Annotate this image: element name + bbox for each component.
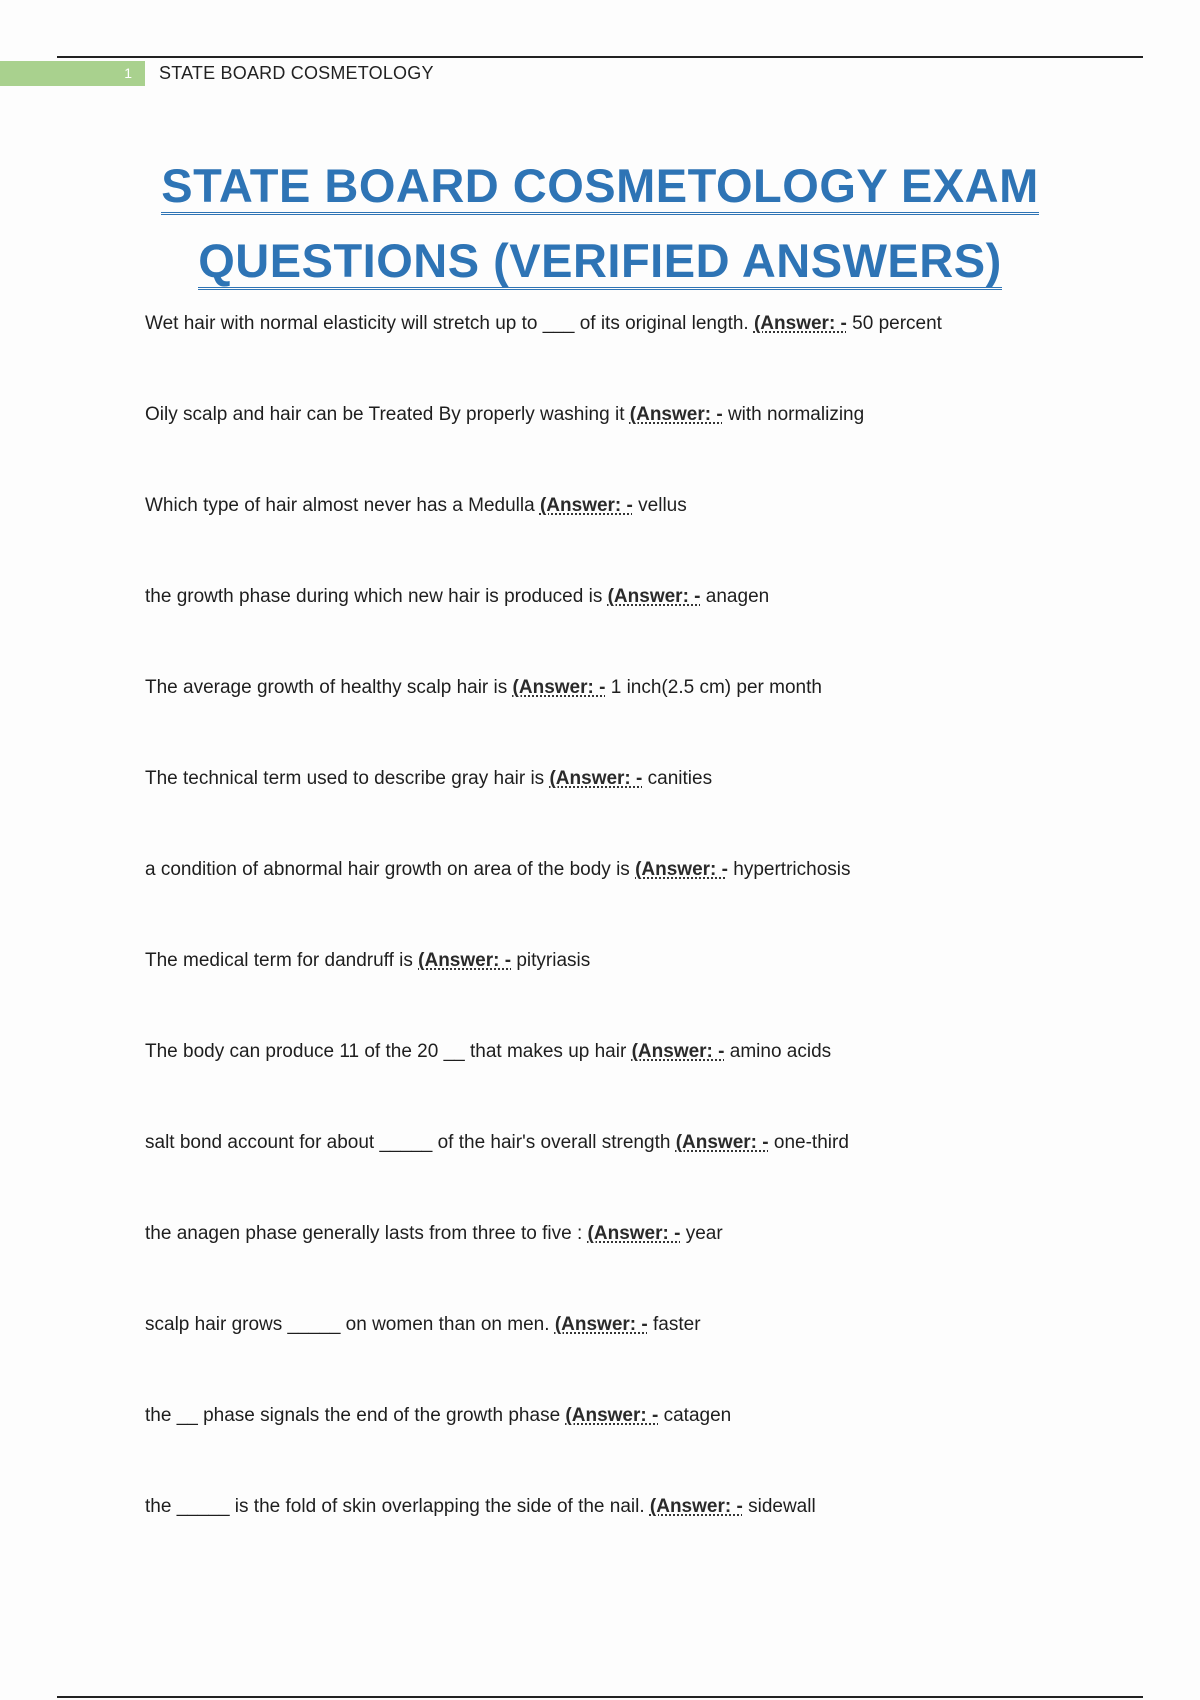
answer-text: sidewall: [748, 1496, 816, 1517]
title-line-2: QUESTIONS (VERIFIED ANSWERS): [198, 234, 1001, 290]
answer-label: (Answer: -: [539, 495, 633, 516]
answer-text: 1 inch(2.5 cm) per month: [610, 677, 822, 698]
qa-item: [145, 309, 1105, 400]
question-text: salt bond account for about _____ of the hair's overall strength: [145, 1132, 671, 1153]
qa-item: [145, 1492, 1105, 1583]
question-text: The average growth of healthy scalp hair is: [145, 677, 508, 698]
page-number-tab: 1: [0, 61, 145, 86]
answer-text: 50 percent: [852, 313, 942, 334]
question-text: the _____ is the fold of skin overlapping the side of the nail.: [145, 1496, 645, 1517]
footer-rule: [57, 1696, 1143, 1698]
qa-item: [145, 1401, 1105, 1492]
qa-item: [145, 491, 1105, 582]
answer-text: catagen: [663, 1405, 732, 1426]
question-text: The technical term used to describe gray hair is: [145, 768, 545, 789]
answer-label: (Answer: -: [554, 1314, 648, 1335]
answer-text: anagen: [705, 586, 770, 607]
qa-item: [145, 764, 1105, 855]
answer-text: pityriasis: [516, 950, 591, 971]
qa-item: [145, 1037, 1105, 1128]
qa-item: [145, 946, 1105, 1037]
document-title: [100, 148, 1100, 298]
answer-label: (Answer: -: [565, 1405, 659, 1426]
qa-item: [145, 673, 1105, 764]
header-rule: [57, 56, 1143, 58]
qa-item: [145, 1219, 1105, 1310]
answer-label: (Answer: -: [418, 950, 512, 971]
question-text: Wet hair with normal elasticity will stretch up to ___ of its original length.: [145, 313, 749, 334]
answer-label: (Answer: -: [649, 1496, 743, 1517]
question-text: the anagen phase generally lasts from three to five :: [145, 1223, 583, 1244]
answer-text: year: [685, 1223, 723, 1244]
question-text: The medical term for dandruff is: [145, 950, 413, 971]
question-text: scalp hair grows _____ on women than on men.: [145, 1314, 550, 1335]
qa-item: [145, 582, 1105, 673]
answer-label: (Answer: -: [549, 768, 643, 789]
answer-label: (Answer: -: [587, 1223, 681, 1244]
answer-label: (Answer: -: [675, 1132, 769, 1153]
question-text: The body can produce 11 of the 20 __ that makes up hair: [145, 1041, 627, 1062]
answer-label: (Answer: -: [629, 404, 723, 425]
qa-item: [145, 855, 1105, 946]
question-text: Oily scalp and hair can be Treated By properly washing it: [145, 404, 625, 425]
answer-text: with normalizing: [727, 404, 865, 425]
answer-label: (Answer: -: [635, 859, 728, 880]
answer-text: faster: [653, 1314, 701, 1335]
qa-item: [145, 1310, 1105, 1401]
qa-item: [145, 1128, 1105, 1219]
question-text: the __ phase signals the end of the growth phase: [145, 1405, 561, 1426]
answer-text: one-third: [773, 1132, 849, 1153]
answer-label: (Answer: -: [753, 313, 847, 334]
answer-label: (Answer: -: [607, 586, 701, 607]
qa-list: [145, 309, 1105, 1583]
running-header: STATE BOARD COSMETOLOGY: [159, 63, 434, 83]
answer-text: vellus: [638, 495, 687, 516]
question-text: Which type of hair almost never has a Medulla: [145, 495, 535, 516]
question-text: the growth phase during which new hair is produced is: [145, 586, 603, 607]
answer-text: canities: [647, 768, 713, 789]
question-text: a condition of abnormal hair growth on area of the body is: [145, 859, 630, 880]
answer-label: (Answer: -: [631, 1041, 725, 1062]
title-line-1: STATE BOARD COSMETOLOGY EXAM: [161, 159, 1038, 215]
qa-item: [145, 400, 1105, 491]
answer-text: amino acids: [729, 1041, 832, 1062]
answer-text: hypertrichosis: [733, 859, 851, 880]
answer-label: (Answer: -: [512, 677, 606, 698]
